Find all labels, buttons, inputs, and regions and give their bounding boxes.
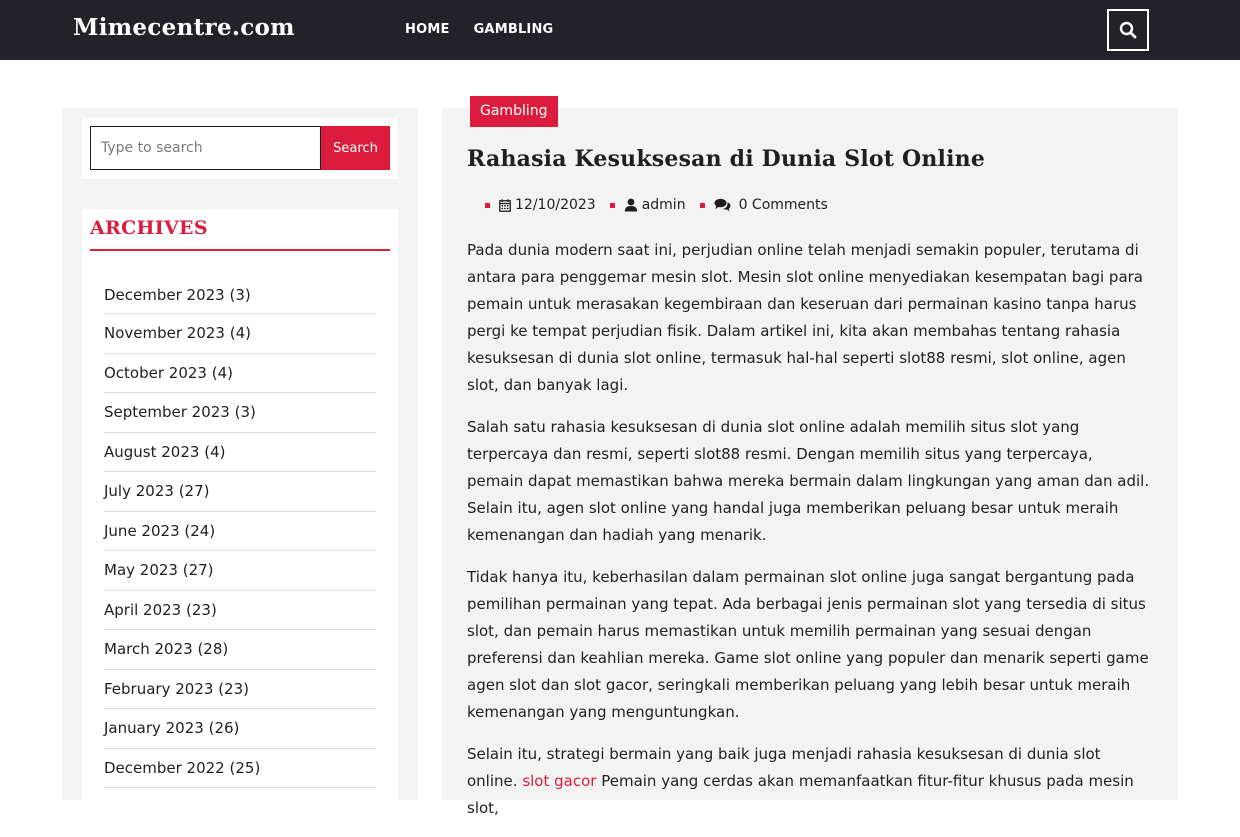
archive-item xyxy=(104,433,376,473)
archive-item xyxy=(104,276,376,314)
site-logo[interactable]: Mimecentre.com xyxy=(73,14,295,41)
post-paragraph: Pada dunia modern saat ini, perjudian online telah menjadi semakin populer, terutama di antara para penggemar mesin slot. Mesin slot online menyediakan kesempatan bagi para pemain untuk merasakan kegembiraan dan keseruan dari permainan kasino tanpa harus pergi ke tempat perjudian fisik. Dalam artikel ini, kita akan membahas tentang rahasia kesuksesan di dunia slot online, termasuk hal-hal seperti slot88 resmi, slot online, agen slot, dan banyak lagi. xyxy=(467,241,1144,394)
archive-link[interactable]: April 2023 xyxy=(104,600,182,619)
user-icon xyxy=(624,198,638,212)
nav-item-home[interactable]: HOME xyxy=(405,22,450,37)
archive-count: (28) xyxy=(197,640,229,658)
category-badge[interactable]: Gambling xyxy=(470,96,558,127)
archive-item xyxy=(104,314,376,354)
search-input[interactable] xyxy=(90,126,321,170)
archive-count: (23) xyxy=(186,600,217,619)
archive-count: (4) xyxy=(229,324,252,342)
archive-link[interactable]: August 2023 xyxy=(104,442,200,461)
archive-item xyxy=(104,709,376,749)
paragraph-text: Selain itu, strategi bermain yang baik juga menjadi rahasia kesuksesan di dunia slot online. xyxy=(467,745,1101,790)
archive-item xyxy=(104,512,376,552)
calendar-icon xyxy=(499,199,511,212)
site-header xyxy=(0,0,1240,60)
post-date-text: 12/10/2023 xyxy=(515,197,596,213)
search-button[interactable]: Search xyxy=(321,126,390,170)
archive-item xyxy=(104,472,376,512)
archive-count: (4) xyxy=(211,363,234,382)
post-paragraph: Tidak hanya itu, keberhasilan dalam permainan slot online juga sangat bergantung pada pemilihan permainan yang tepat. Ada berbagai jenis permainan slot yang tersedia di situs slot, dan pemain harus memastikan untuk memilih permainan yang sesuai dengan preferensi dan keahlian mereka. Game slot online yang populer dan menarik seperti game agen slot dan slot gacor, seringkali memberikan peluang yang lebih besar untuk meraih kemenangan yang menguntungkan. xyxy=(467,568,1149,721)
post-title[interactable]: Rahasia Kesuksesan di Dunia Slot Online xyxy=(467,146,986,172)
archive-link[interactable]: May 2023 xyxy=(104,561,178,579)
search-icon xyxy=(1119,21,1137,39)
archive-item xyxy=(104,551,376,591)
archive-count: (4) xyxy=(204,442,226,461)
archive-count: (23) xyxy=(218,679,249,698)
archive-link[interactable]: December 2022 xyxy=(104,758,225,777)
archive-item xyxy=(104,749,376,789)
post-author[interactable] xyxy=(624,197,686,213)
archive-count: (26) xyxy=(208,719,240,737)
post-comments[interactable] xyxy=(714,197,828,213)
post-article xyxy=(442,103,1178,817)
paragraph-text: Pemain yang cerdas akan memanfaatkan fitur-fitur khusus pada mesin slot, xyxy=(467,772,1134,817)
archive-link[interactable]: September 2023 xyxy=(104,403,230,421)
archive-link[interactable]: October 2023 xyxy=(104,363,207,382)
post-author-text: admin xyxy=(641,197,686,213)
comments-icon xyxy=(714,198,731,212)
meta-bullet xyxy=(700,203,705,208)
meta-bullet xyxy=(485,203,490,208)
archive-link[interactable]: January 2023 xyxy=(104,719,204,737)
archive-count: (27) xyxy=(178,482,210,500)
post-content xyxy=(467,237,1152,837)
archive-item xyxy=(104,393,376,433)
archive-link[interactable]: November 2023 xyxy=(104,324,225,342)
post-paragraph xyxy=(467,741,1152,822)
archives-heading: ARCHIVES xyxy=(90,217,390,251)
sidebar xyxy=(62,108,418,800)
nav-item-gambling[interactable]: GAMBLING xyxy=(473,22,554,37)
archive-count: (24) xyxy=(184,521,216,540)
archive-item xyxy=(104,630,376,670)
archive-count: (3) xyxy=(234,403,256,421)
archive-link[interactable]: July 2023 xyxy=(104,482,174,500)
post-paragraph: Salah satu rahasia kesuksesan di dunia slot online adalah memilih situs slot yang terpercaya dan resmi, seperti slot88 resmi. Dengan memilih situs yang terpercaya, pemain dapat memastikan bahwa mereka bermain dalam lingkungan yang aman dan adil. Selain itu, agen slot online yang handal juga memberikan peluang besar untuk meraih kemenangan dan hadiah yang menarik. xyxy=(467,418,1150,544)
archive-item xyxy=(104,354,376,394)
archive-link[interactable]: June 2023 xyxy=(104,521,180,540)
slot-gacor-link[interactable]: slot gacor xyxy=(522,772,597,790)
archive-count: (27) xyxy=(182,561,214,579)
meta-bullet xyxy=(610,203,615,208)
main-nav xyxy=(405,22,553,37)
archive-link[interactable]: February 2023 xyxy=(104,679,214,698)
archive-link[interactable]: December 2023 xyxy=(104,286,225,304)
archive-count: (3) xyxy=(229,286,251,304)
archives-widget xyxy=(82,209,398,809)
archive-link[interactable]: March 2023 xyxy=(104,640,193,658)
post-comments-text: 0 Comments xyxy=(738,197,828,213)
archive-item xyxy=(104,670,376,710)
search-widget xyxy=(82,118,398,179)
archive-item xyxy=(104,591,376,631)
archive-count: (25) xyxy=(229,758,261,777)
archive-list xyxy=(104,276,376,788)
post-meta xyxy=(485,197,842,213)
search-toggle-button[interactable] xyxy=(1107,9,1149,51)
post-date[interactable] xyxy=(499,197,596,213)
